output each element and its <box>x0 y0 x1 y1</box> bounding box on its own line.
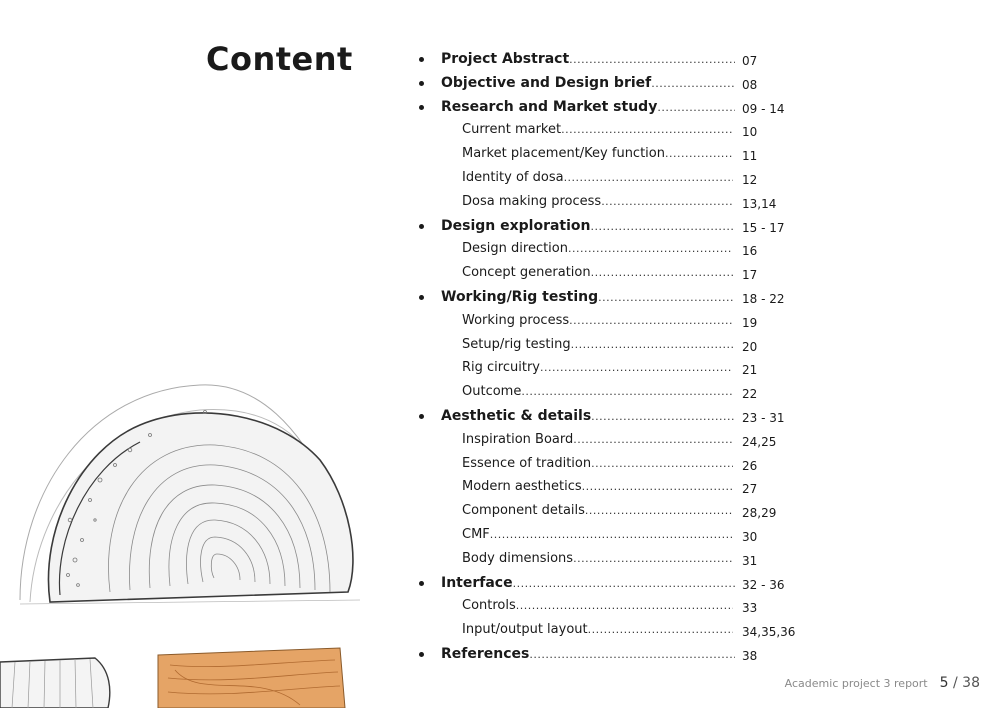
toc-entry-page: 17 <box>742 268 758 283</box>
toc-leader-dots <box>561 119 733 141</box>
bullet-icon <box>419 652 424 657</box>
toc-entry-title-line <box>441 405 735 428</box>
current-page: 5 <box>939 675 949 691</box>
toc-entry-title-line <box>462 548 733 570</box>
toc-leader-dots <box>585 500 733 522</box>
toc-leader-dots <box>569 48 735 71</box>
page-number <box>940 675 980 691</box>
toc-entry-title: Design direction <box>462 241 568 257</box>
toc-entry-page: 28,29 <box>742 506 777 521</box>
toc-entry-title: Aesthetic & details <box>441 408 592 424</box>
bullet-icon <box>419 81 424 86</box>
toc-entry-title: Rig circuitry <box>462 360 540 376</box>
toc-entry-title: Current market <box>462 122 562 138</box>
toc-entry-title-line <box>441 572 735 595</box>
toc-entry <box>0 96 1000 118</box>
toc-entry <box>0 500 1000 522</box>
toc-entry-page: 09 - 14 <box>742 101 785 116</box>
toc-entry <box>0 119 1000 141</box>
toc-entry-page: 07 <box>742 54 758 68</box>
toc-entry-title-line <box>441 643 735 666</box>
toc-entry-title-line <box>462 619 733 641</box>
toc-entry <box>0 262 1000 284</box>
toc-entry-title-line <box>441 215 735 238</box>
toc-entry-page: 10 <box>742 125 758 140</box>
toc-entry <box>0 453 1000 475</box>
toc-entry-title: Research and Market study <box>441 98 658 115</box>
toc-entry-title: CMF <box>462 527 490 542</box>
toc-entry-title: Input/output layout <box>462 622 588 638</box>
toc-leader-dots <box>564 167 733 189</box>
toc-entry-title: Inspiration Board <box>462 431 574 447</box>
toc-entry-title-line <box>462 595 733 617</box>
toc-entry-page: 26 <box>742 458 758 473</box>
toc-entry <box>0 548 1000 570</box>
toc-entry-title: Working process <box>462 312 570 328</box>
toc-entry <box>0 48 1000 70</box>
toc-entry-title: Interface <box>441 574 513 591</box>
toc-entry-title: Objective and Design brief <box>441 74 652 91</box>
toc-entry-page: 11 <box>742 149 758 164</box>
toc-entry-title-line <box>462 238 733 260</box>
toc-entry <box>0 167 1000 189</box>
toc-entry <box>0 215 1000 237</box>
toc-leader-dots <box>601 191 733 213</box>
toc-leader-dots <box>529 643 735 666</box>
toc-leader-dots <box>591 215 735 238</box>
toc-entry <box>0 572 1000 594</box>
toc-entry-title: Controls <box>462 598 516 614</box>
toc-leader-dots <box>591 262 733 284</box>
toc-entry <box>0 191 1000 213</box>
toc-entry-title: Identity of dosa <box>462 170 564 185</box>
toc-entry-title: Design exploration <box>441 217 591 234</box>
toc-entry-page: 19 <box>742 315 758 330</box>
toc-entry-title: Modern aesthetics <box>462 479 582 495</box>
toc-entry-title: Body dimensions <box>462 550 574 566</box>
toc-entry-page: 27 <box>742 482 758 497</box>
toc-entry-page: 34,35,36 <box>742 625 796 640</box>
bullet-icon <box>419 295 424 300</box>
toc-entry-page: 16 <box>742 244 758 259</box>
bullet-icon <box>419 224 424 229</box>
toc-leader-dots <box>582 476 733 498</box>
toc-entry <box>0 429 1000 451</box>
toc-leader-dots <box>598 286 735 309</box>
toc-entry-page: 13,14 <box>742 196 777 211</box>
toc-entry-page: 33 <box>742 601 758 616</box>
toc-entry-title-line <box>462 167 733 189</box>
toc-entry-title-line <box>462 429 733 451</box>
toc-leader-dots <box>573 429 733 451</box>
page-separator: / <box>948 675 963 691</box>
toc-leader-dots <box>513 572 735 595</box>
toc-leader-dots <box>490 524 733 546</box>
toc-entry-title-line <box>462 500 733 522</box>
toc-entry-title-line <box>441 286 735 309</box>
toc-entry <box>0 381 1000 403</box>
toc-entry-title-line <box>462 119 733 141</box>
toc-entry-page: 12 <box>742 173 758 187</box>
toc-entry-page: 38 <box>742 649 758 663</box>
bullet-icon <box>419 57 424 62</box>
toc-leader-dots <box>591 453 733 475</box>
toc-entry-title: Concept generation <box>462 265 591 281</box>
toc-entry-title: Outcome <box>462 384 522 400</box>
toc-entry <box>0 286 1000 308</box>
report-label: Academic project 3 report <box>784 677 928 690</box>
toc-entry <box>0 143 1000 165</box>
toc-entry-title: Market placement/Key function <box>462 146 665 162</box>
toc-entry-title-line <box>462 453 733 475</box>
toc-entry <box>0 334 1000 356</box>
toc-entry-title-line <box>462 334 733 356</box>
toc-leader-dots <box>588 619 733 641</box>
toc-leader-dots <box>651 72 735 95</box>
toc-entry <box>0 357 1000 379</box>
toc-entry <box>0 476 1000 498</box>
toc-entry-page: 31 <box>742 553 758 568</box>
toc-entry-title-line <box>441 48 735 71</box>
toc-entry <box>0 238 1000 260</box>
toc-entry-page: 22 <box>742 387 758 402</box>
toc-leader-dots <box>571 334 733 356</box>
toc-leader-dots <box>540 357 733 379</box>
toc-entry <box>0 405 1000 427</box>
toc-entry-title: Essence of tradition <box>462 455 592 471</box>
toc-entry-title: Working/Rig testing <box>441 289 599 305</box>
toc-entry-title-line <box>441 72 735 95</box>
toc-entry-title: Project Abstract <box>441 51 570 67</box>
toc-entry-title: References <box>441 646 530 662</box>
toc-entry-page: 24,25 <box>742 434 777 449</box>
total-pages: 38 <box>962 675 980 691</box>
toc-entry-title-line <box>462 476 733 498</box>
toc-entry-title-line <box>462 262 733 284</box>
toc-entry <box>0 643 1000 665</box>
toc-entry-title-line <box>462 143 733 165</box>
toc-leader-dots <box>516 595 733 617</box>
page-heading: Content <box>206 40 353 78</box>
toc-entry-title-line <box>462 381 733 403</box>
toc-entry-page: 23 - 31 <box>742 411 785 425</box>
toc-entry <box>0 72 1000 94</box>
bullet-icon <box>419 105 424 110</box>
toc-entry-page: 20 <box>742 339 758 354</box>
toc-entry <box>0 310 1000 332</box>
toc-entry-page: 21 <box>742 363 758 378</box>
bullet-icon <box>419 414 424 419</box>
toc-entry-page: 15 - 17 <box>742 220 785 235</box>
page-footer <box>785 675 980 691</box>
bullet-icon <box>419 581 424 586</box>
toc-entry <box>0 524 1000 546</box>
toc-leader-dots <box>665 143 733 165</box>
toc-leader-dots <box>657 96 735 119</box>
toc-entry-title-line <box>462 191 733 213</box>
toc-entry-title: Setup/rig testing <box>462 336 571 352</box>
toc-leader-dots <box>569 310 733 332</box>
toc-entry <box>0 595 1000 617</box>
toc-entry-page: 30 <box>742 530 758 544</box>
toc-leader-dots <box>521 381 733 403</box>
toc-entry-title-line <box>462 357 733 379</box>
toc-entry <box>0 619 1000 641</box>
toc-leader-dots <box>591 405 735 428</box>
toc-leader-dots <box>568 238 733 260</box>
toc-entry-title-line <box>441 96 735 119</box>
toc-entry-title: Dosa making process <box>462 193 602 209</box>
toc-entry-title-line <box>462 310 733 332</box>
toc-entry-page: 32 - 36 <box>742 577 785 592</box>
toc-entry-page: 08 <box>742 77 758 92</box>
toc-entry-page: 18 - 22 <box>742 292 785 306</box>
toc-entry-title: Component details <box>462 503 585 519</box>
toc-entry-title-line <box>462 524 733 546</box>
toc-leader-dots <box>573 548 733 570</box>
